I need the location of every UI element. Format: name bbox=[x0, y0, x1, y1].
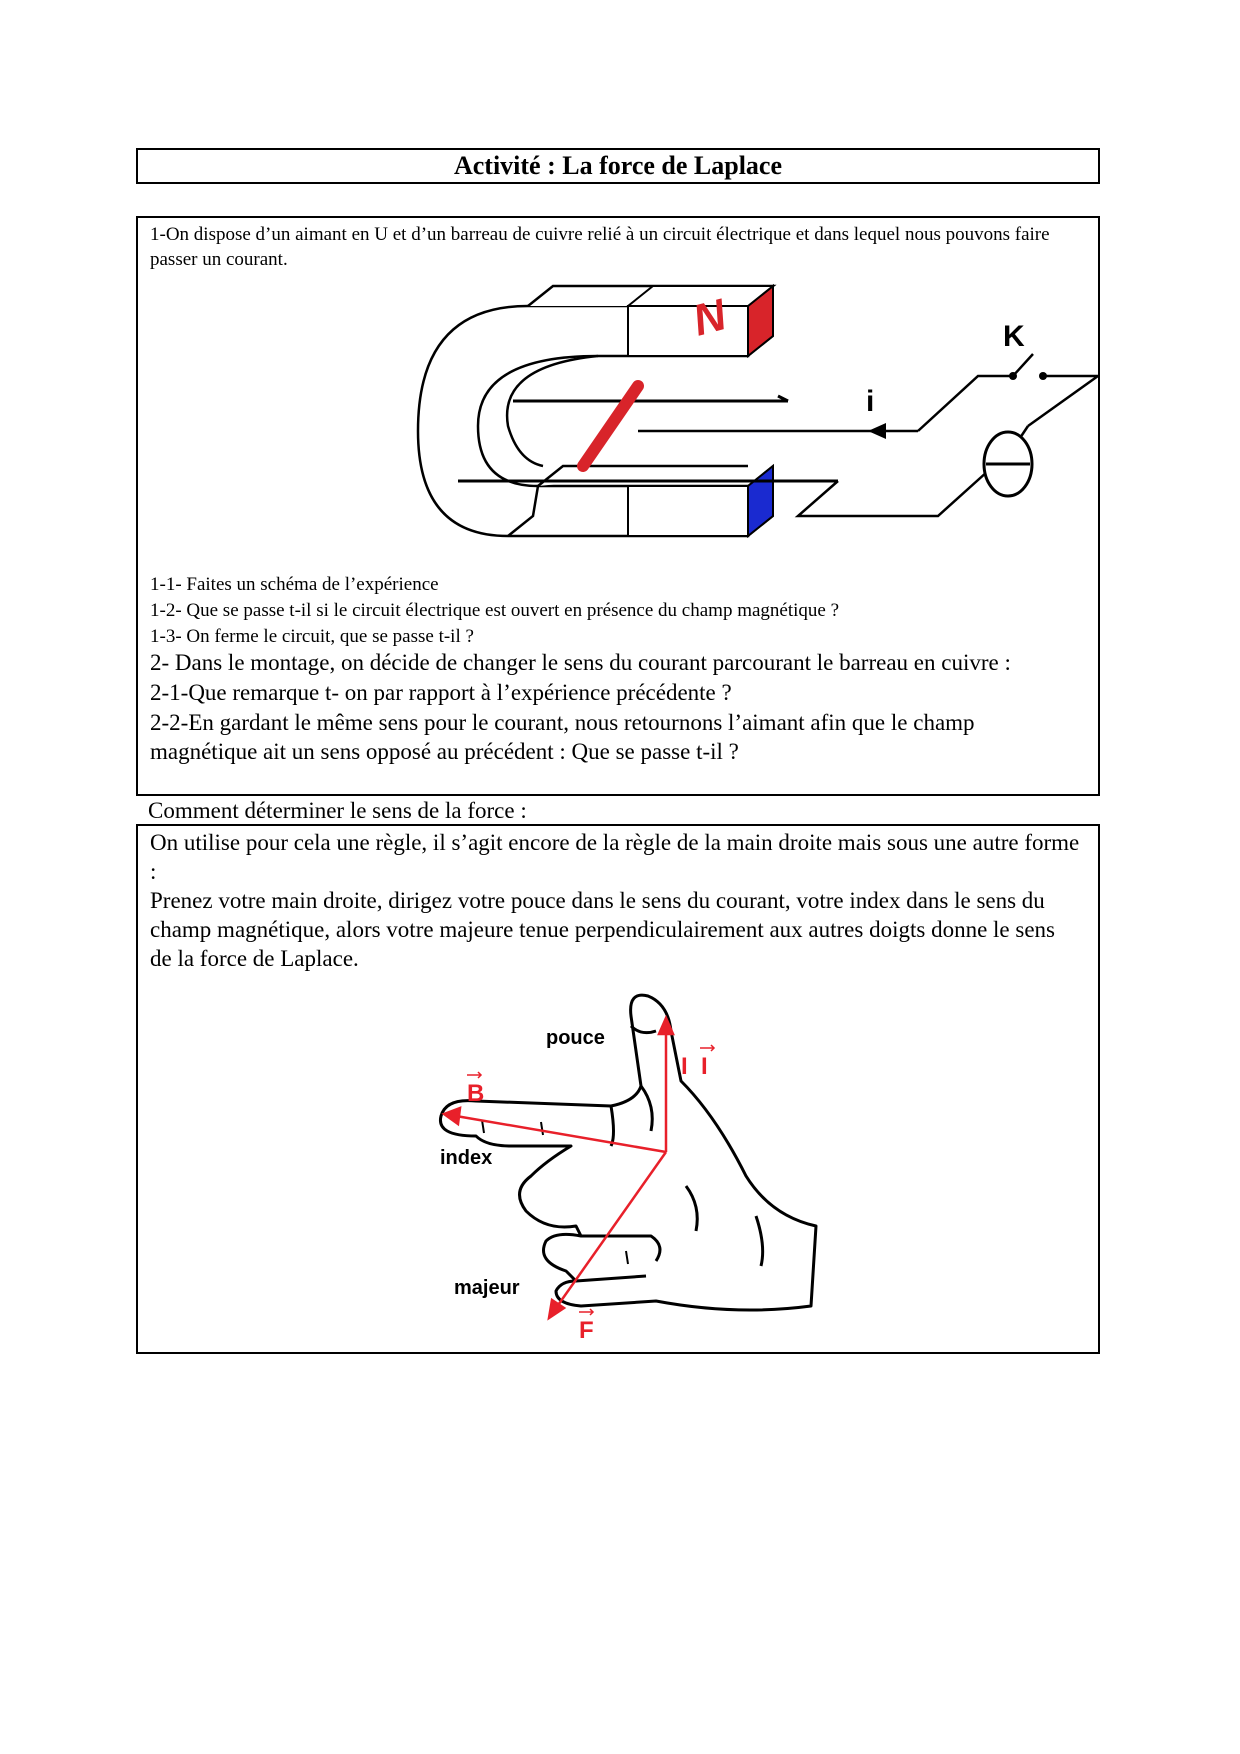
question-2-1: 2-1-Que remarque t- on par rapport à l’expérience précédente ? bbox=[150, 680, 732, 705]
section-caption: Comment déterminer le sens de la force : bbox=[148, 798, 527, 823]
switch-contact-left bbox=[1009, 372, 1017, 380]
generator-symbol bbox=[984, 432, 1032, 496]
page-title: Activité : La force de Laplace bbox=[453, 151, 783, 180]
question-1-2: 1-2- Que se passe t-il si le circuit électrique est ouvert en présence du champ magnétique ? bbox=[150, 600, 840, 621]
switch-contact-right bbox=[1039, 372, 1047, 380]
current-vector-label-2: I bbox=[701, 1053, 708, 1080]
intro-text: 1-On dispose d’un aimant en U et d’un barreau de cuivre relié à un circuit électrique et dans lequel nous pouvons faire passer un courant. bbox=[150, 224, 1050, 270]
middle-finger-label: majeur bbox=[454, 1277, 520, 1299]
current-label: i bbox=[866, 385, 875, 418]
copper-bar bbox=[583, 386, 638, 466]
title-box bbox=[136, 148, 1100, 184]
magnet-circuit-figure bbox=[278, 276, 1098, 566]
rule-box bbox=[136, 824, 1100, 1354]
current-arrow bbox=[868, 423, 886, 439]
question-1-3: 1-3- On ferme le circuit, que se passe t-il ? bbox=[150, 626, 474, 647]
thumb-label: pouce bbox=[546, 1027, 605, 1049]
force-vector-label: F bbox=[579, 1317, 594, 1344]
south-face bbox=[748, 466, 773, 536]
right-hand-figure bbox=[416, 986, 976, 1346]
question-2: 2- Dans le montage, on décide de changer le sens du courant parcourant le barreau en cuivre : bbox=[150, 650, 1011, 675]
field-vector-label: B bbox=[467, 1080, 485, 1107]
question-1-1: 1-1- Faites un schéma de l’expérience bbox=[150, 574, 439, 595]
question-2-2: 2-2-En gardant le même sens pour le courant, nous retournons l’aimant afin que le champ magnétique ait un sens opposé au précédent : Que se passe t-il ? bbox=[150, 710, 975, 764]
north-label: N bbox=[687, 290, 732, 346]
north-pole bbox=[628, 286, 773, 356]
current-vector-label: I bbox=[681, 1053, 688, 1080]
experiment-box bbox=[136, 216, 1100, 796]
index-label: index bbox=[440, 1147, 493, 1169]
south-pole bbox=[628, 466, 773, 536]
switch-label: K bbox=[1003, 320, 1025, 353]
right-hand-rule-text: On utilise pour cela une règle, il s’agit encore de la règle de la main droite mais sous une autre forme : Prenez votre main droite, dirigez votre pouce dans le sens du courant, votre index dans le sens du champ magnétique, alors votre majeure tenue perpendiculairement aux autres doigts donne le sens de la force de Laplace. bbox=[150, 830, 1080, 971]
